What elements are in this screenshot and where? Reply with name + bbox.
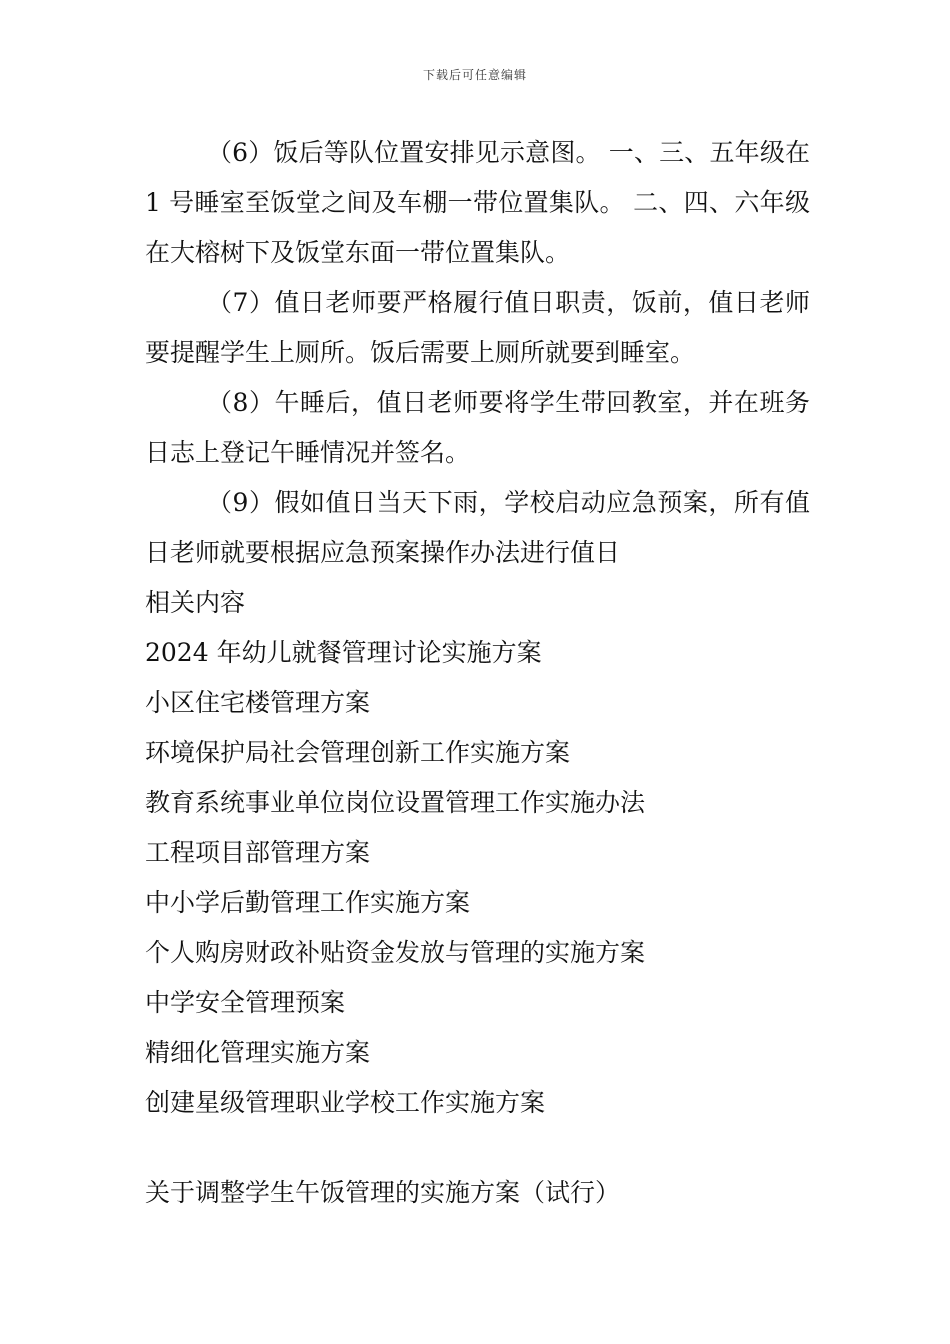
document-body — [145, 128, 810, 1218]
paragraph-6: （6）饭后等队位置安排见示意图。 一、三、五年级在 1 号睡室至饭堂之间及车棚一带位置集队。 二、四、六年级在大榕树下及饭堂东面一带位置集队。 — [145, 138, 810, 267]
paragraph-7: （7）值日老师要严格履行值日职责，饭前，值日老师要提醒学生上厕所。饭后需要上厕所就要到睡室。 — [145, 288, 810, 367]
paragraph-8: （8）午睡后，值日老师要将学生带回教室，并在班务日志上登记午睡情况并签名。 — [145, 388, 810, 467]
paragraph-9: （9）假如值日当天下雨，学校启动应急预案，所有值日老师就要根据应急预案操作办法进行值日 — [145, 488, 810, 567]
related-heading: 相关内容 — [145, 588, 246, 617]
related-link[interactable]: 2024 年幼儿就餐管理讨论实施方案 — [145, 638, 542, 667]
related-link[interactable]: 小区住宅楼管理方案 — [145, 688, 371, 717]
document-title: 关于调整学生午饭管理的实施方案（试行） — [145, 1178, 621, 1207]
related-link[interactable]: 工程项目部管理方案 — [145, 838, 371, 867]
header-note: 下载后可任意编辑 — [422, 68, 527, 82]
related-link[interactable]: 环境保护局社会管理创新工作实施方案 — [145, 738, 571, 767]
related-link[interactable]: 中小学后勤管理工作实施方案 — [145, 888, 471, 917]
spacer — [145, 1128, 810, 1168]
related-link[interactable]: 中学安全管理预案 — [145, 988, 346, 1017]
related-link[interactable]: 创建星级管理职业学校工作实施方案 — [145, 1088, 546, 1117]
related-link[interactable]: 教育系统事业单位岗位设置管理工作实施办法 — [145, 788, 646, 817]
related-link[interactable]: 精细化管理实施方案 — [145, 1038, 371, 1067]
related-list — [145, 628, 810, 1128]
related-link[interactable]: 个人购房财政补贴资金发放与管理的实施方案 — [145, 938, 646, 967]
